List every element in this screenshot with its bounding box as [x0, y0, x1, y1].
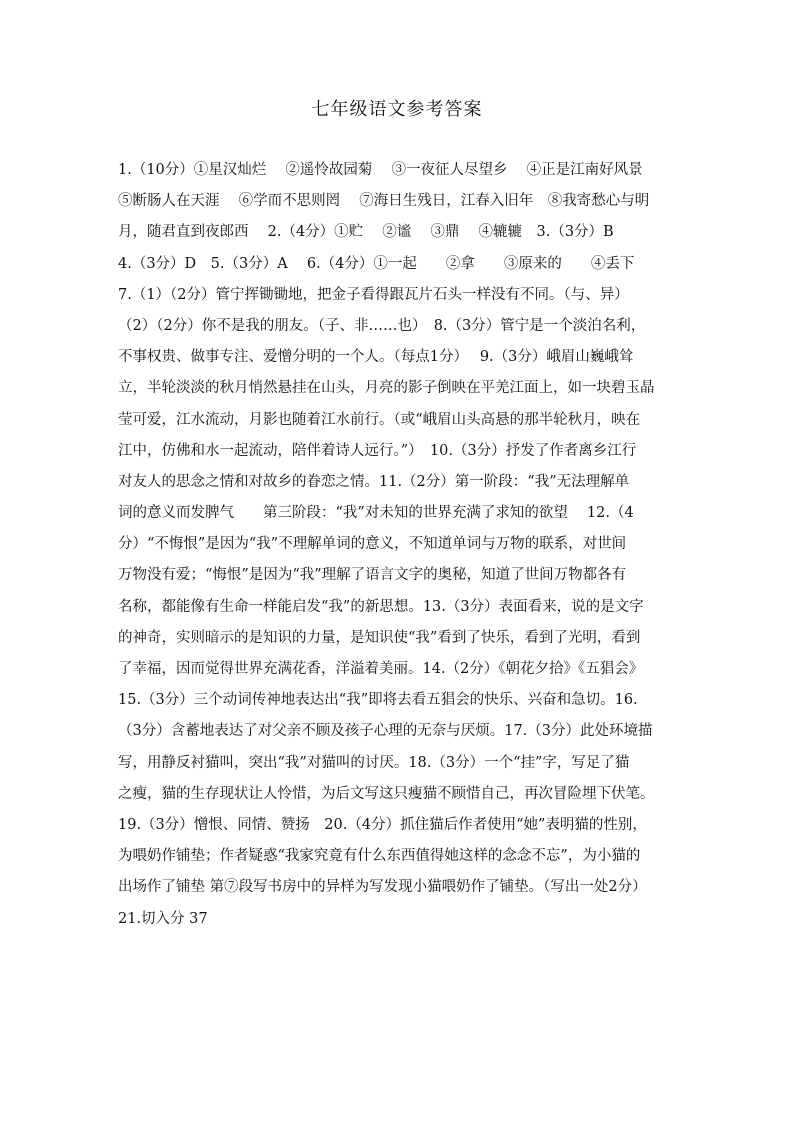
answer-line: 之瘦，猫的生存现状让人怜惜，为后文写这只瘦猫不顾惜自己，再次冒险埋下伏笔。	[118, 785, 655, 802]
answer-line: 19.（3分）憎恨、同情、赞扬 20.（4分）抓住猫后作者使用“她”表明猫的性别，	[118, 816, 647, 833]
answer-line: （3分）含蓄地表达了对父亲不顾及孩子心理的无奈与厌烦。17.（3分）此处环境描	[118, 723, 653, 740]
answer-line: 了幸福，因而觉得世界充满花香，洋溢着美丽。14.（2分）《朝花夕拾》《五猖会》	[118, 661, 644, 677]
answer-line: 的神奇，实则暗示的是知识的力量，是知识使“我”看到了快乐，看到了光明，看到	[118, 629, 641, 646]
answer-line: （2）（2分）你不是我的朋友。（子、非……也） 8.（3分）管宁是一个淡泊名利，	[118, 317, 646, 334]
answer-line: 1.（10分）①星汉灿烂 ②遥怜故园菊 ③一夜征人尽望乡 ④正是江南好风景	[118, 162, 643, 178]
answer-line: 万物没有爱；“悔恨”是因为“我”理解了语言文字的奥秘，知道了世间万物都各有	[118, 567, 627, 584]
answer-line: 莹可爱，江水流动，月影也随着江水前行。（或“峨眉山头高悬的那半轮秋月，映在	[118, 411, 641, 428]
answer-line: 21.切入分 37	[118, 910, 208, 927]
answer-line: 出场作了铺垫 第⑦段写书房中的异样为写发现小猫喂奶作了铺垫。（写出一处2分）	[118, 879, 647, 896]
page-title: 七年级语文参考答案	[311, 99, 483, 120]
answer-line: 为喂奶作铺垫；作者疑惑“我家究竟有什么东西值得她这样的念念不忘”，为小猫的	[118, 848, 641, 865]
answer-line: 7.（1）（2分）管宁挥锄锄地，把金子看得跟瓦片石头一样没有不同。（与、异）	[118, 286, 629, 303]
answer-line: 对友人的思念之情和对故乡的眷恋之情。11.（2分）第一阶段：“我”无法理解单	[118, 473, 630, 490]
answer-line: 月，随君直到夜郎西 2.（4分）①贮 ②谧 ③鼎 ④辘辘 3.（3分）B	[118, 224, 614, 241]
answer-line: 15.（3分）三个动词传神地表达出“我”即将去看五猖会的快乐、兴奋和急切。16.	[118, 692, 638, 709]
answer-line: 4.（3分）D 5.（3分）A 6.（4分）①一起 ②拿 ③原来的 ④丢下	[118, 255, 635, 272]
answer-line: 立，半轮淡淡的秋月悄然悬挂在山头，月亮的影子倒映在平羌江面上，如一块碧玉晶	[118, 380, 655, 397]
answer-line: 词的意义而发脾气 第三阶段：“我”对未知的世界充满了求知的欲望 12.（4	[118, 505, 634, 522]
answer-line: 分）“不悔恨”是因为“我”不理解单词的意义，不知道单词与万物的联系，对世间	[118, 536, 627, 553]
answer-line: ⑤断肠人在天涯 ⑥学而不思则罔 ⑦海日生残日，江春入旧年 ⑧我寄愁心与明	[118, 193, 650, 210]
answer-line: 名称，都能像有生命一样能启发“我”的新思想。13.（3分）表面看来，说的是文字	[118, 598, 644, 615]
answer-body	[118, 155, 714, 935]
answer-line: 江中，仿佛和水一起流动，陪伴着诗人远行。”） 10.（3分）抒发了作者离乡江行	[118, 442, 637, 459]
answer-line: 不事权贵、做事专注、爱憎分明的一个人。（每点1分） 9.（3分）峨眉山巍峨耸	[118, 349, 634, 366]
answer-line: 写，用静反衬猫叫，突出“我”对猫叫的讨厌。18.（3分）一个“挂”字，写足了猫	[118, 754, 630, 771]
